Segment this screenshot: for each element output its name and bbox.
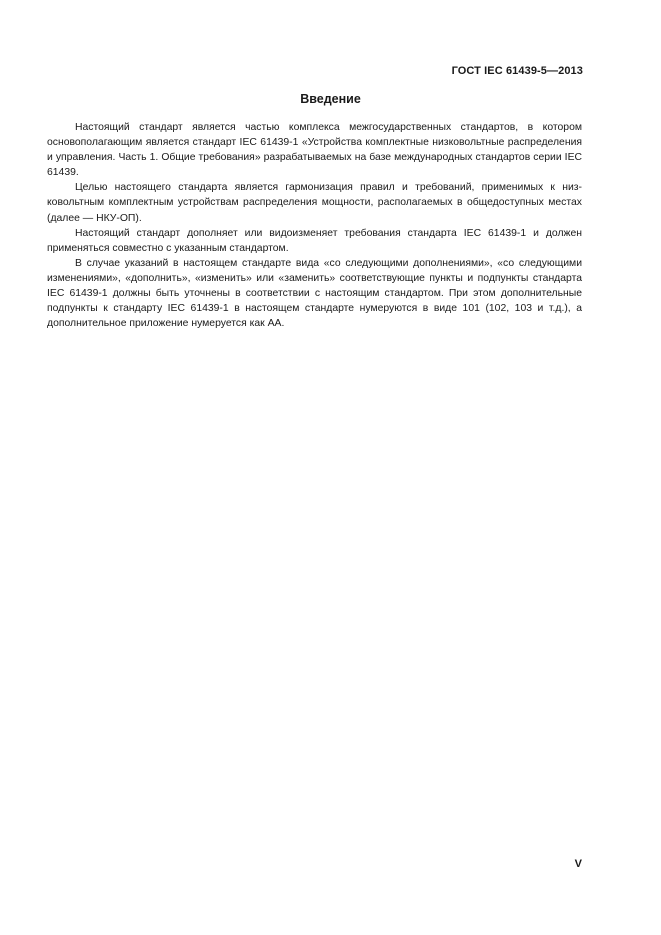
paragraph-4: В случае указаний в настоящем стандарте вида «со следующими дополнениями», «со следующими изменениями», «дополнить», «изменить» или «заменить» соответствующие пункты и подпункты стандарта IEC 61439-1 должны быть уточнены в соответствии с настоящим стандартом. При этом дополнительные подпункты к стандарту IEC 61439-1 в настоящем стандарте нумеруются в виде 101 (102, 103 и т.д.), а дополнительное приложение нумеруется как АА. <box>47 257 582 330</box>
paragraph-2: Целью настоящего стандарта является гармонизация правил и требований, применимых к низковольтным комплектным устройствам распределения мощности, располагаемых в общедоступных местах (далее — НКУ-ОП). <box>47 182 582 224</box>
introduction-body <box>47 120 582 331</box>
section-title: Введение <box>300 92 361 106</box>
standard-code-header: ГОСТ IEC 61439-5—2013 <box>451 65 583 77</box>
page-number: V <box>574 858 582 870</box>
paragraph-3: Настоящий стандарт дополняет или видоизменяет требования стандарта IEC 61439-1 и должен применяться совместно с указанным стандартом. <box>47 227 582 254</box>
paragraph-1: Настоящий стандарт является частью комплекса межгосударственных стандартов, в котором основополагающим является стандарт IEC 61439-1 «Устройства комплектные низковольтные распределения и управления. Часть 1. Общие требования» разрабатываемых на базе международных стандартов серии IEC 61439. <box>47 122 582 179</box>
